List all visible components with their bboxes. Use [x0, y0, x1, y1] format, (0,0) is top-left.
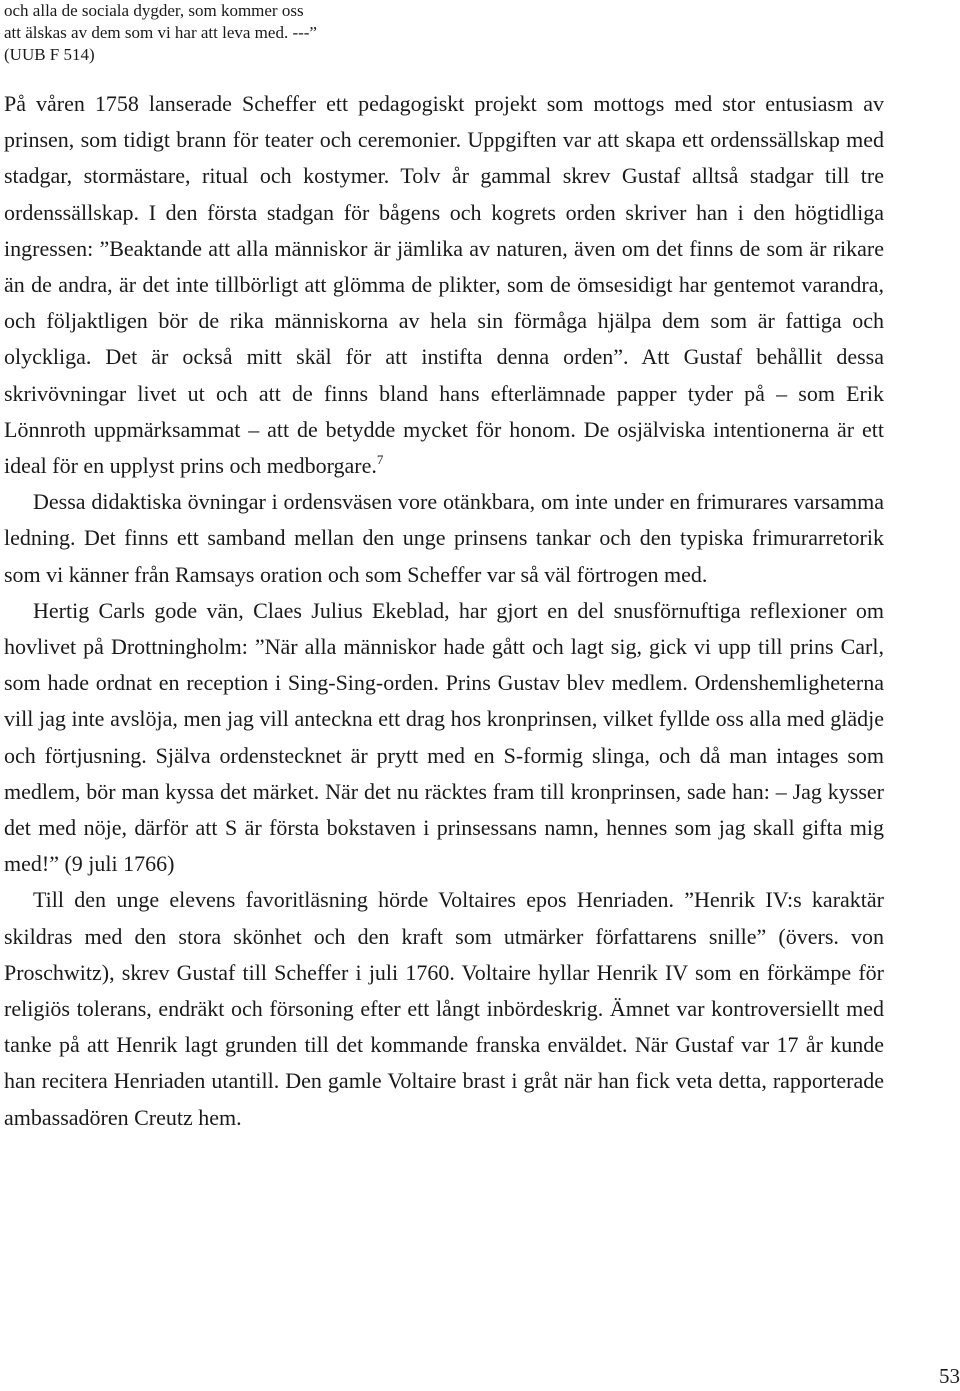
paragraph: Hertig Carls gode vän, Claes Julius Ekeblad, har gjort en del snusförnuftiga reflexioner om hovlivet på Drottningholm: ”När alla människor hade gått och lagt sig, gick vi upp till prins Carl, som hade ordnat en reception i Sing-Sing-orden. Prins Gustav blev medlem. Ordenshemligheterna vill jag inte avslöja, men jag vill anteckna ett drag hos kronprinsen, vilket fyllde oss alla med glädje och förtjusning. Själva ordenstecknet är prytt med en S-formig slinga, och då man intages som medlem, bör man kyssa det märket. När det nu räcktes fram till kronprinsen, sade han: – Jag kysser det med nöje, därför att S är första bokstaven i prinsessans namn, hennes som jag skall gifta mig med!” (9 juli 1766)	[4, 597, 884, 877]
footnote-marker[interactable]: 7	[376, 452, 384, 468]
paragraph-text: På våren 1758 lanserade Scheffer ett pedagogiskt projekt som mottogs med stor entusiasm av prinsen, som tidigt brann för teater och ceremonier. Uppgiften var att skapa ett ordenssällskap med stadgar, stormästare, ritual och kostymer. Tolv år gammal skrev Gustaf alltså stadgar till tre ordenssällskap. I den första stadgan för bågens och kogrets orden skriver han i den högtidliga ingressen: ”Beaktande att alla människor är jämlika av naturen, även om det finns de som är rikare än de andra, är det inte tillbörligt att glömma de plikter, som de ömsesidigt har gentemot varandra, och följaktligen bör de rika människorna av hela sin förmåga hjälpa dem som är fattiga och olyckliga. Det är också mitt skäl för att instifta denna orden”. Att Gustaf behållit dessa skrivövningar livet ut och att de finns bland hans efterlämnade papper tyder på – som Erik Lönnroth uppmärksammat – att de betydde mycket för honom. De osjälviska intentionerna är ett ideal för en upplyst prins och medborgare.	[4, 91, 884, 479]
paragraph	[4, 86, 884, 484]
paragraph: Dessa didaktiska övningar i ordensväsen vore otänkbara, om inte under en frimurares varsamma ledning. Det finns ett samband mellan den unge prinsens tankar och den typiska frimurarretorik som vi känner från Ramsays oration och som Scheffer var så väl förtrogen med.	[4, 489, 884, 587]
quote-line: och alla de sociala dygder, som kommer oss	[4, 1, 304, 20]
page-number: 53	[939, 1364, 960, 1388]
page-body	[4, 0, 884, 1136]
quote-line: att älskas av dem som vi har att leva med. ---”	[4, 23, 317, 42]
paragraph: Till den unge elevens favoritläsning hörde Voltaires epos Henriaden. ”Henrik IV:s karaktär skildras med den stora skönhet och den kraft som utmärker författarens snille” (övers. von Proschwitz), skrev Gustaf till Scheffer i juli 1760. Voltaire hyllar Henrik IV som en förkämpe för religiös tolerans, endräkt och försoning efter ett långt inbördeskrig. Ämnet var kontroversiellt med tanke på att Henrik lagt grunden till det kommande franska enväldet. När Gustaf var 17 år kunde han recitera Henriaden utantill. Den gamle Voltaire brast i gråt när han fick veta detta, rapporterade ambassadören Creutz hem.	[4, 887, 884, 1130]
block-quote	[4, 0, 884, 66]
quote-source: (UUB F 514)	[4, 45, 95, 64]
